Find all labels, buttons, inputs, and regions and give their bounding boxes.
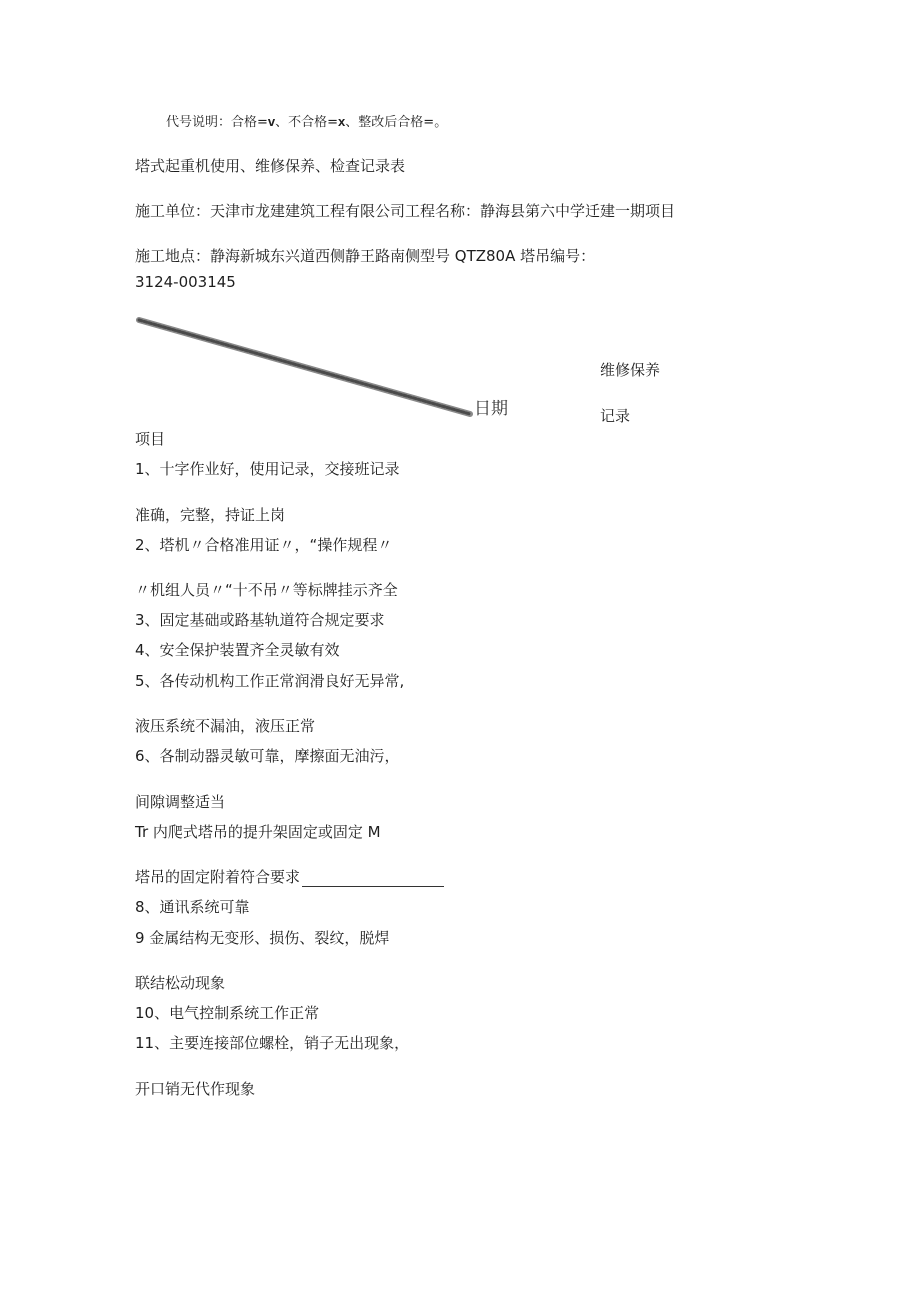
item-line [135,867,444,887]
maintenance-header-label-1: 维修保养 [600,361,661,379]
item-line: Tr 内爬式塔吊的提升架固定或固定 M [135,823,381,841]
item-line: 5、各传动机构工作正常润滑良好无异常, [135,672,405,690]
construction-unit-line: 施工单位：天津市龙建建筑工程有限公司工程名称：静海县第六中学迁建一期项目 [135,202,676,220]
item-line: 2、塔机〃合格准用证〃，“操作规程〃 [135,536,393,554]
item-line: 9 金属结构无变形、损伤、裂纹，脱焊 [135,929,390,947]
legend-fixed-mark: 。 [434,115,448,130]
item-line: 液压系统不漏油，液压正常 [135,717,316,735]
legend-sep1: 、不合格= [275,115,339,130]
item-line: 6、各制动器灵敏可靠，摩擦面无油污， [135,747,400,765]
location-line: 施工地点：静海新城东兴道西侧静王路南侧型号 QTZ80A 塔吊编号： [135,247,596,265]
legend-line [166,112,447,133]
date-header-label: 日期 [474,399,508,419]
item-line: 准确，完整，持证上岗 [135,506,286,524]
item-line: 〃机组人员〃“十不吊〃等标牌挂示齐全 [135,581,398,599]
item-line: 8、通讯系统可靠 [135,898,250,916]
legend-prefix: 代号说明：合格= [166,115,268,130]
diagonal-header-line [136,316,476,420]
item-line: 间隙调整适当 [135,793,226,811]
item-line: 1、十字作业好，使用记录，交接班记录 [135,460,400,478]
document-title: 塔式起重机使用、维修保养、检查记录表 [135,157,406,175]
item-line: 联结松动现象 [135,974,226,992]
item-line: 开口销无代作现象 [135,1080,256,1098]
item-line: 4、安全保护装置齐全灵敏有效 [135,641,340,659]
item-header-label: 项目 [135,430,166,448]
legend-fail-mark: x [338,114,346,129]
item-line: 3、固定基础或路基轨道符合规定要求 [135,611,385,629]
legend-sep2: 、整改后合格= [345,115,435,130]
maintenance-header-label-2: 记录 [600,407,631,425]
legend-pass-mark: v [267,114,276,129]
item-line-text: 塔吊的固定附着符合要求 [135,868,301,886]
item-line: 10、电气控制系统工作正常 [135,1004,320,1022]
item-line: 11、主要连接部位螺栓，销子无出现象， [135,1034,410,1052]
blank-underline [302,870,444,887]
crane-number: 3124-003145 [135,273,236,291]
